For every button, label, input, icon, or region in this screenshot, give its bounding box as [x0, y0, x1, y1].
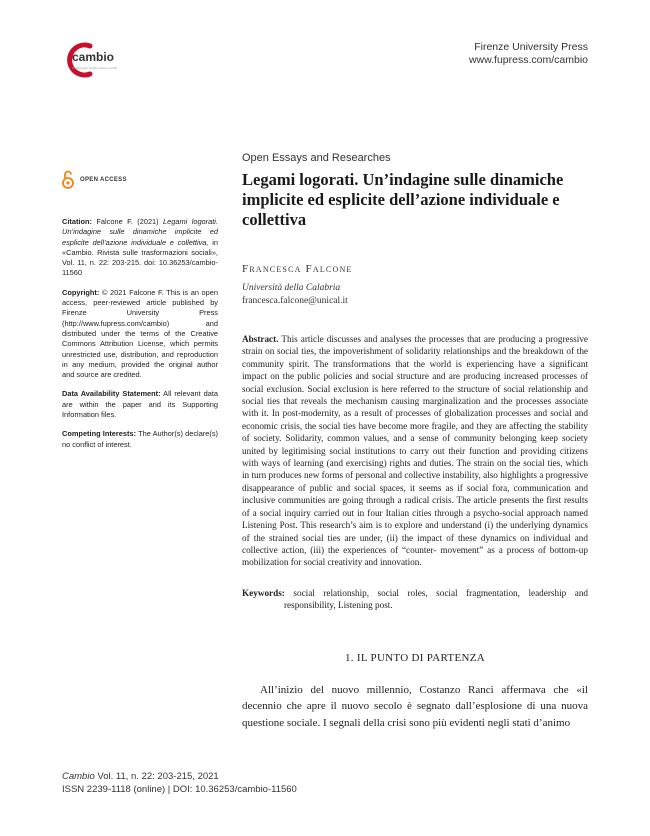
data-availability-block [62, 389, 218, 420]
article-title: Legami logorati. Un’indagine sulle dinamiche implicite ed esplicite dell’azione individuale e collettiva [242, 170, 564, 229]
footer-issue: Vol. 11, n. 22: 203-215, 2021 [97, 771, 219, 782]
footer-journal: Cambio [62, 771, 95, 782]
citation-title: Legami logorati. Un’indagine sulle dinamiche implicite ed esplicite dell’azione individuale e collettiva, [62, 217, 218, 247]
body-paragraph: All’inizio del nuovo millennio, Costanzo Ranci affermava che «il decennio che apre il nuovo secolo è segnato dall’esplosione di una nuova questione sociale. I segnali della crisi sono più evidenti negli stati d’animo [242, 683, 588, 729]
copyright-text: © 2021 Falcone F. This is an open access, peer-reviewed article published by Firenze University Press (http://www.fupress.com/cambio) and distributed under the terms of the Creative Commons Attribution License, which permits unrestricted use, distribution, and reproduction in any medium, provided the original author and source are credited. [62, 287, 218, 380]
competing-interests-text: The Author(s) declare(s) no conflict of interest. [62, 429, 218, 449]
publisher-info [469, 41, 588, 67]
footer-issn: ISSN 2239-1118 (online) | DOI: 10.36253/cambio-11560 [62, 784, 297, 795]
logo-text: cambio [72, 50, 115, 64]
article-main [242, 152, 588, 731]
article-sidebar [62, 170, 218, 459]
abstract-text: This article discusses and analyses the processes that are producing a progressive strain on social ties, the impoverishment of solidarity relationships and the breakdown of the community spirit. The transformations that the world is experiencing have a significant impact on the public policies and social structure and are producing increased processes of social exclusion. Social exclusion is here referred to the structure of social relationship and social ties that reveals the mechanism causing marginalization and the processes associate with it. In post-modernity, as a result of processes of globalization processes and social and economic crisis, the social ties have become more fragile, and they are affecting the stability of society. Solidarity, common values, and a sense of community belonging keep society united by legitimising social institutions to carry out their function and providing citizens with ways of learning (and exercising) rights and duties. The strain on the social ties, which in turn produces new forms of personal and collective instability, also highlights a progressive disappearance of public and social spaces, it seems as if social fora, communication and inclusive communities are going through a radical crisis. The article presents the first results of a social inquiry carried out in four Italian cities through a psycho-social approach named Listening Post. This research’s aim is to explore and understand (i) the underlying dynamics of the strained social ties are under, (ii) the impact of these dynamics on individual and collective action, (iii) the experiences of “counter- movement” as a process of bottom-up mobilization for social creativity and innovation. [242, 334, 588, 568]
open-access-label: OPEN ACCESS [80, 176, 127, 183]
citation-rest: in «Cambio. Rivista sulle trasformazioni sociali», Vol. 11, n. 22: 203-215. doi: 10.36253/cambio-11560 [62, 237, 219, 278]
competing-interests-label: Competing Interests: [62, 429, 137, 439]
keywords-text: social relationship, social roles, social fragmentation, leadership and responsibility, Listening post. [284, 587, 589, 611]
abstract [242, 333, 588, 569]
author-affiliation: Università della Calabria [242, 283, 341, 293]
publisher-name: Firenze University Press [474, 41, 588, 53]
page-footer [62, 770, 297, 796]
citation-author: Falcone F. (2021) [96, 217, 159, 226]
logo-subtext: Rivista sulle trasformazioni sociali [72, 66, 117, 70]
section-label: Open Essays and Researches [242, 152, 391, 164]
publisher-url[interactable]: www.fupress.com/cambio [468, 54, 588, 66]
abstract-label: Abstract. [242, 334, 279, 344]
open-access-badge [62, 170, 218, 190]
copyright-block [62, 288, 218, 381]
citation-label: Citation: [62, 217, 92, 226]
keywords-label: Keywords: [242, 587, 285, 598]
keywords [242, 587, 588, 612]
footer-journal-line [62, 770, 297, 783]
section-heading: 1. IL PUNTO DI PARTENZA [345, 651, 485, 664]
competing-interests-block [62, 429, 218, 450]
author-email[interactable]: francesca.falcone@unical.it [242, 296, 348, 306]
data-availability-text: All relevant data are within the paper and its Supporting Information files. [62, 389, 218, 420]
open-access-icon [62, 170, 74, 190]
citation-block [62, 217, 218, 279]
author-name: Francesca Falcone [242, 263, 353, 275]
copyright-label: Copyright: [62, 287, 100, 297]
data-availability-label: Data Availability Statement: [62, 389, 161, 399]
